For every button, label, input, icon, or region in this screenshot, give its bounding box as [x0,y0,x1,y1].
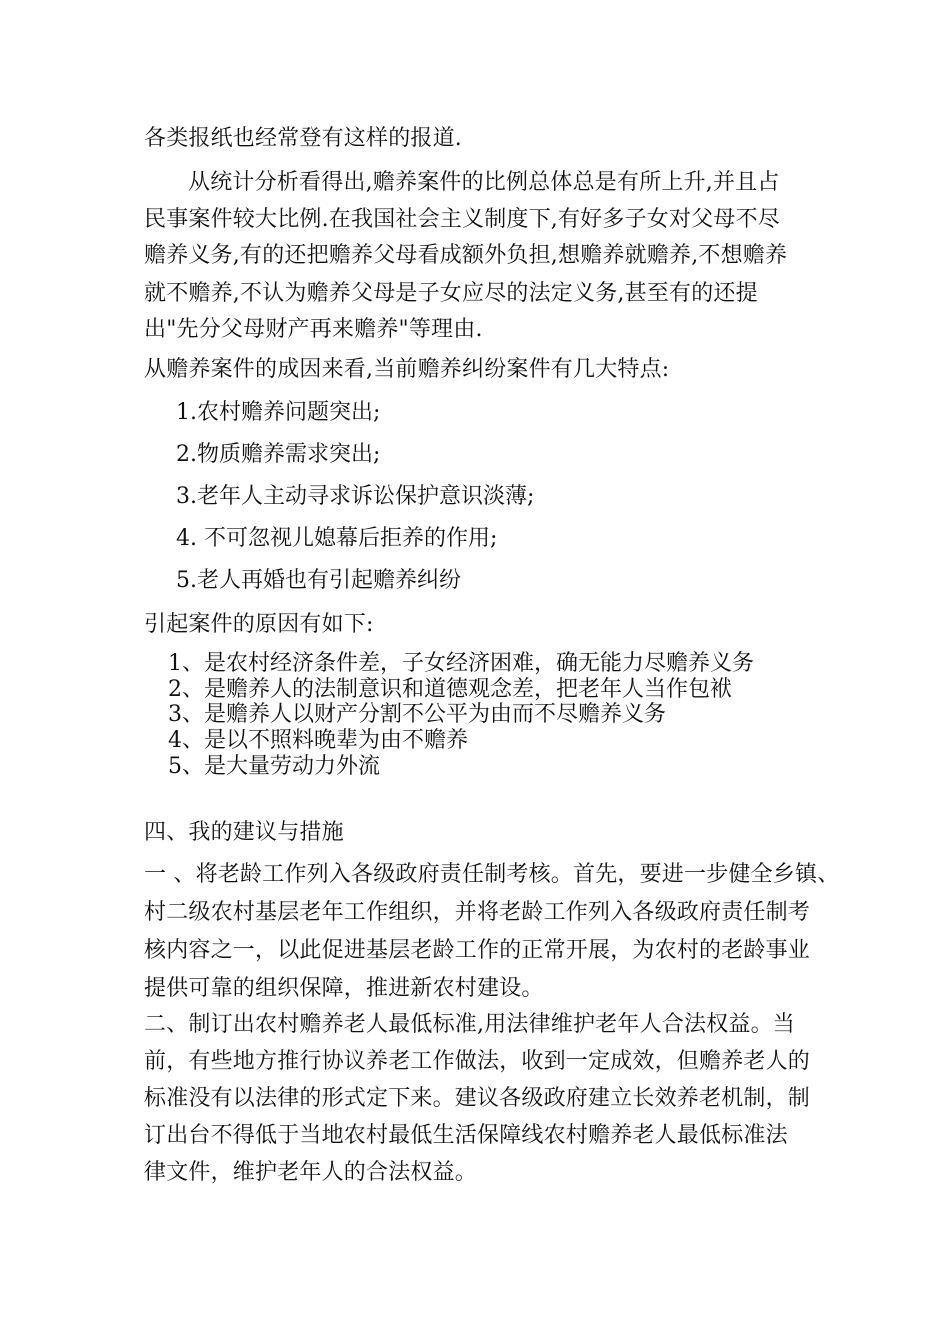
reason-item-5: 5、是大量劳动力外流 [168,754,380,779]
reason-item-4: 4、是以不照料晚辈为由不赡养 [168,728,468,753]
section-heading: 四、我的建议与措施 [144,820,344,845]
reason-item-2: 2、是赡养人的法制意识和道德观念差，把老年人当作包袱 [168,677,732,702]
feature-item-3: 3.老年人主动寻求诉讼保护意识淡薄; [176,484,535,509]
reason-item-3: 3、是赡养人以财产分割不公平为由而不尽赡养义务 [168,702,666,727]
intro-line: 各类报纸也经常登有这样的报道. [144,126,462,151]
suggestion2-line-2: 前，有些地方推行协议养老工作做法，收到一定成效，但赡养老人的 [144,1049,811,1074]
feature-item-4: 4. 不可忽视儿媳幕后拒养的作用; [176,526,498,551]
feature-item-2: 2.物质赡养需求突出; [176,442,381,467]
paragraph1-line-5: 出"先分父母财产再来赡养"等理由. [144,317,483,342]
suggestion1-line-4: 提供可靠的组织保障，推进新农村建设。 [144,976,544,1001]
paragraph1-line-1: 从统计分析看得出,赡养案件的比例总体总是有所上升,并且占 [188,170,780,195]
suggestion2-line-5: 律文件，维护老年人的合法权益。 [144,1160,478,1185]
reasons-intro: 引起案件的原因有如下: [144,612,374,637]
paragraph1-line-2: 民事案件较大比例.在我国社会主义制度下,有好多子女对父母不尽 [144,207,780,232]
suggestion1-line-1: 一 、将老龄工作列入各级政府责任制考核。首先，要进一步健全乡镇、 [144,862,840,887]
paragraph1-line-3: 赡养义务,有的还把赡养父母看成额外负担,想赡养就赡养,不想赡养 [144,243,788,268]
reason-item-1: 1、是农村经济条件差，子女经济困难，确无能力尽赡养义务 [168,651,754,676]
feature-item-1: 1.农村赡养问题突出; [176,400,381,425]
suggestion1-line-3: 核内容之一，以此促进基层老龄工作的正常开展，为农村的老龄事业 [144,938,811,963]
feature-item-5: 5.老人再婚也有引起赡养纠纷 [176,568,461,593]
features-intro: 从赡养案件的成因来看,当前赡养纠纷案件有几大特点: [144,357,670,382]
suggestion2-line-1: 二、制订出农村赡养老人最低标准,用法律维护老年人合法权益。当 [144,1012,795,1037]
paragraph1-line-4: 就不赡养,不认为赡养父母是子女应尽的法定义务,甚至有的还提 [144,281,758,306]
suggestion1-line-2: 村二级农村基层老年工作组织，并将老龄工作列入各级政府责任制考 [144,900,811,925]
suggestion2-line-4: 订出台不得低于当地农村最低生活保障线农村赡养老人最低标准法 [144,1123,788,1148]
suggestion2-line-3: 标准没有以法律的形式定下来。建议各级政府建立长效养老机制，制 [144,1086,811,1111]
